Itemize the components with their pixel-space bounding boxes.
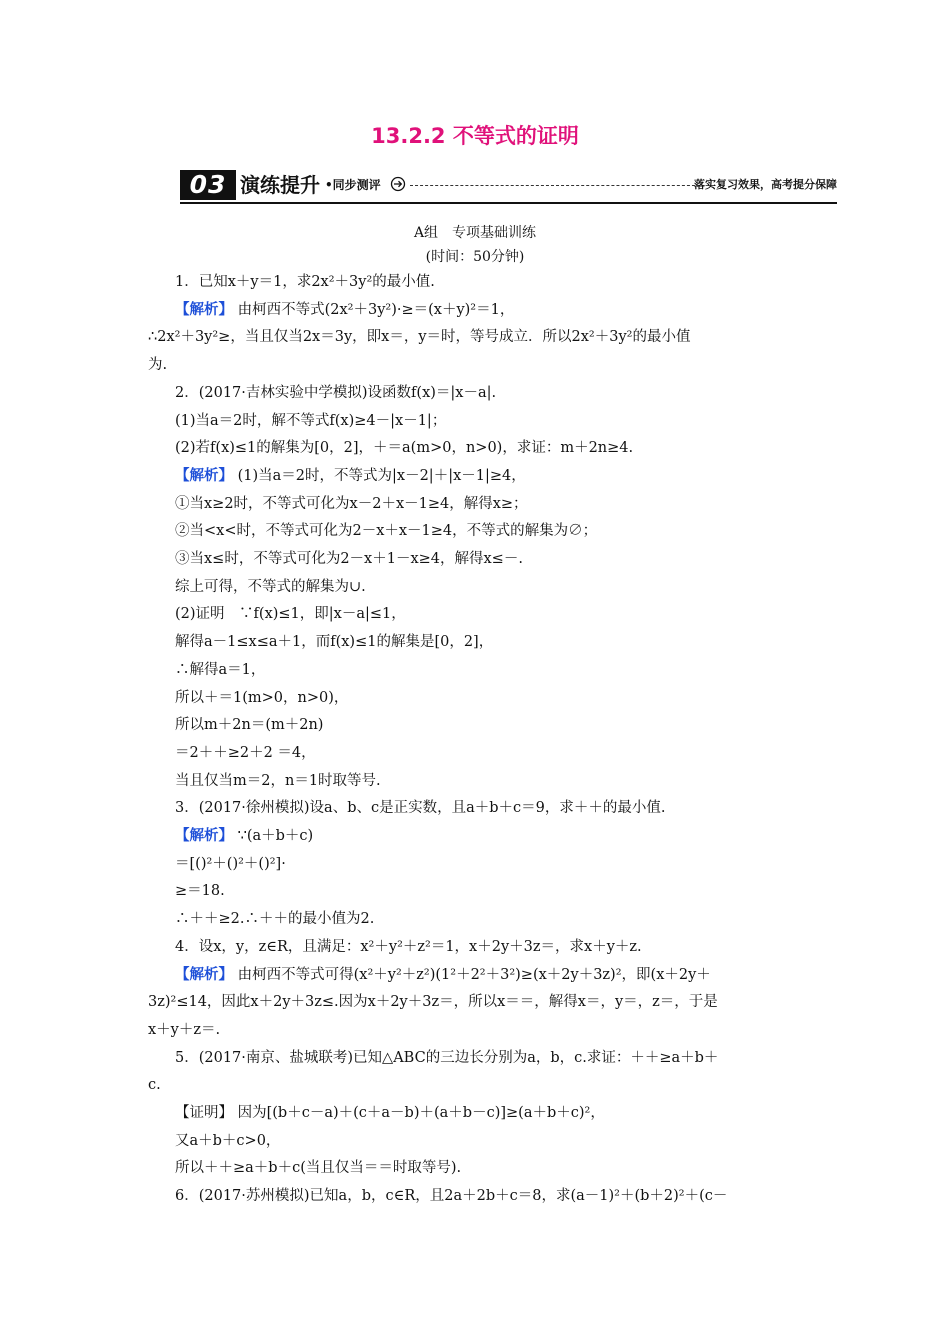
text-line — [175, 909, 374, 929]
line-text: (1)当a＝2时，解不等式f(x)≥4－|x－1|； — [175, 413, 447, 429]
text-line — [175, 494, 528, 514]
text-line — [175, 1103, 605, 1123]
line-text: 6．(2017·苏州模拟)已知a，b，c∈R，且2a＋2b＋c＝8，求(a－1)²＋(b＋2)²＋(c－ — [175, 1188, 728, 1204]
text-line — [148, 1020, 220, 1040]
banner-slogan: 落实复习效果，高考提分保障 — [694, 178, 837, 191]
text-line — [175, 826, 313, 846]
line-text: 当且仅当m＝2，n＝1时取等号. — [175, 773, 381, 789]
text-line — [148, 992, 718, 1012]
line-text: ＝[()²＋()²＋()²]· — [175, 856, 286, 872]
text-line — [175, 965, 711, 985]
line-text: 【证明】 因为[(b＋c－a)＋(c＋a－b)＋(a＋b－c)]≥(a＋b＋c)²， — [175, 1105, 605, 1121]
line-text: 由柯西不等式可得(x²＋y²＋z²)(1²＋2²＋3²)≥(x＋2y＋3z)²，即(x＋2y＋ — [233, 967, 711, 983]
line-text: 由柯西不等式(2x²＋3y²)·≥＝(x＋y)²＝1， — [233, 302, 515, 318]
time-limit: (时间：50分钟) — [425, 249, 525, 265]
text-line — [175, 854, 286, 874]
banner-main-label: 演练提升 — [240, 173, 320, 197]
solution-tag: 【解析】 — [175, 301, 233, 318]
line-text: 4．设x，y，z∈R，且满足：x²＋y²＋z²＝1，x＋2y＋3z＝，求x＋y＋z. — [175, 939, 642, 955]
line-text: ∵(a＋b＋c) — [233, 828, 314, 844]
text-line — [148, 327, 690, 347]
text-line — [175, 466, 526, 486]
text-line — [175, 660, 265, 680]
line-text: (2)证明 ∵f(x)≤1，即|x－a|≤1， — [175, 606, 406, 622]
text-line — [175, 881, 225, 901]
text-line — [175, 521, 597, 541]
text-line — [175, 632, 493, 652]
line-text: ③当x≤时，不等式可化为2－x＋1－x≥4，解得x≤－. — [175, 551, 523, 567]
text-line — [175, 577, 366, 597]
text-line — [148, 1075, 161, 1095]
text-line — [175, 771, 381, 791]
solution-tag: 【解析】 — [175, 966, 233, 983]
banner-number: 03 — [180, 170, 236, 200]
text-line — [175, 300, 514, 320]
section-banner — [180, 170, 837, 204]
text-line — [175, 798, 665, 818]
solution-tag: 【解析】 — [175, 467, 233, 484]
banner-underline — [180, 202, 837, 204]
line-text: 综上可得，不等式的解集为∪. — [175, 579, 366, 595]
text-line — [175, 411, 446, 431]
text-line — [175, 688, 348, 708]
line-text: (2)若f(x)≤1的解集为[0，2]，＋＝a(m>0，n>0)，求证：m＋2n≥4. — [175, 440, 634, 456]
line-text: 3z)²≤14，因此x＋2y＋3z≤.因为x＋2y＋3z＝，所以x＝＝，解得x＝，y＝，z＝，于是 — [148, 994, 718, 1010]
line-text: c. — [148, 1077, 161, 1093]
text-line — [175, 1158, 461, 1178]
line-text: ∴解得a＝1， — [175, 662, 266, 678]
text-line — [175, 743, 316, 763]
solution-tag: 【解析】 — [175, 827, 233, 844]
line-text: ②当<x<时，不等式可化为2－x＋x－1≥4，不等式的解集为∅； — [175, 523, 598, 539]
arrow-right-icon — [390, 176, 406, 192]
line-text: 2．(2017·吉林实验中学模拟)设函数f(x)＝|x－a|. — [175, 385, 497, 401]
line-text: ≥＝18. — [175, 883, 225, 899]
line-text: ∴2x²＋3y²≥，当且仅当2x＝3y，即x＝，y＝时，等号成立．所以2x²＋3y²的最小值 — [148, 329, 691, 345]
line-text: ＝2＋＋≥2＋2 ＝4， — [175, 745, 316, 761]
line-text: (1)当a＝2时，不等式为|x－2|＋|x－1|≥4， — [233, 468, 526, 484]
text-line — [175, 549, 523, 569]
text-line — [175, 1186, 727, 1206]
line-text: 所以＋＝1(m>0，n>0)， — [175, 690, 349, 706]
line-text: x＋y＋z＝. — [148, 1022, 221, 1038]
line-text: ∴＋＋≥2.∴＋＋的最小值为2. — [175, 911, 375, 927]
text-line — [148, 355, 167, 375]
text-line — [175, 604, 406, 624]
line-text: 解得a－1≤x≤a＋1，而f(x)≤1的解集是[0，2]， — [175, 634, 494, 650]
text-line — [175, 383, 496, 403]
line-text: 为. — [148, 357, 168, 373]
line-text: 5．(2017·南京、盐城联考)已知△ABC的三边长分别为a，b，c.求证：＋＋≥a＋b＋ — [175, 1050, 719, 1066]
banner-dashed-divider — [410, 185, 700, 186]
page-title: 13.2.2 不等式的证明 — [371, 124, 579, 148]
line-text: 所以m＋2n＝(m＋2n) — [175, 717, 324, 733]
line-text: ①当x≥2时，不等式可化为x－2＋x－1≥4，解得x≥； — [175, 496, 528, 512]
text-line — [175, 937, 642, 957]
text-line — [175, 1048, 718, 1068]
text-line — [175, 438, 633, 458]
line-text: 所以＋＋≥a＋b＋c(当且仅当＝＝时取等号). — [175, 1160, 462, 1176]
line-text: 1．已知x＋y＝1，求2x²＋3y²的最小值. — [175, 274, 435, 290]
text-line — [175, 1131, 280, 1151]
line-text: 又a＋b＋c>0， — [175, 1133, 281, 1149]
banner-sub-label: •同步测评 — [325, 178, 381, 192]
text-line — [175, 272, 435, 292]
text-line — [175, 715, 323, 735]
line-text: 3．(2017·徐州模拟)设a、b、c是正实数，且a＋b＋c＝9，求＋＋的最小值. — [175, 800, 666, 816]
group-heading: A组 专项基础训练 — [413, 225, 537, 241]
